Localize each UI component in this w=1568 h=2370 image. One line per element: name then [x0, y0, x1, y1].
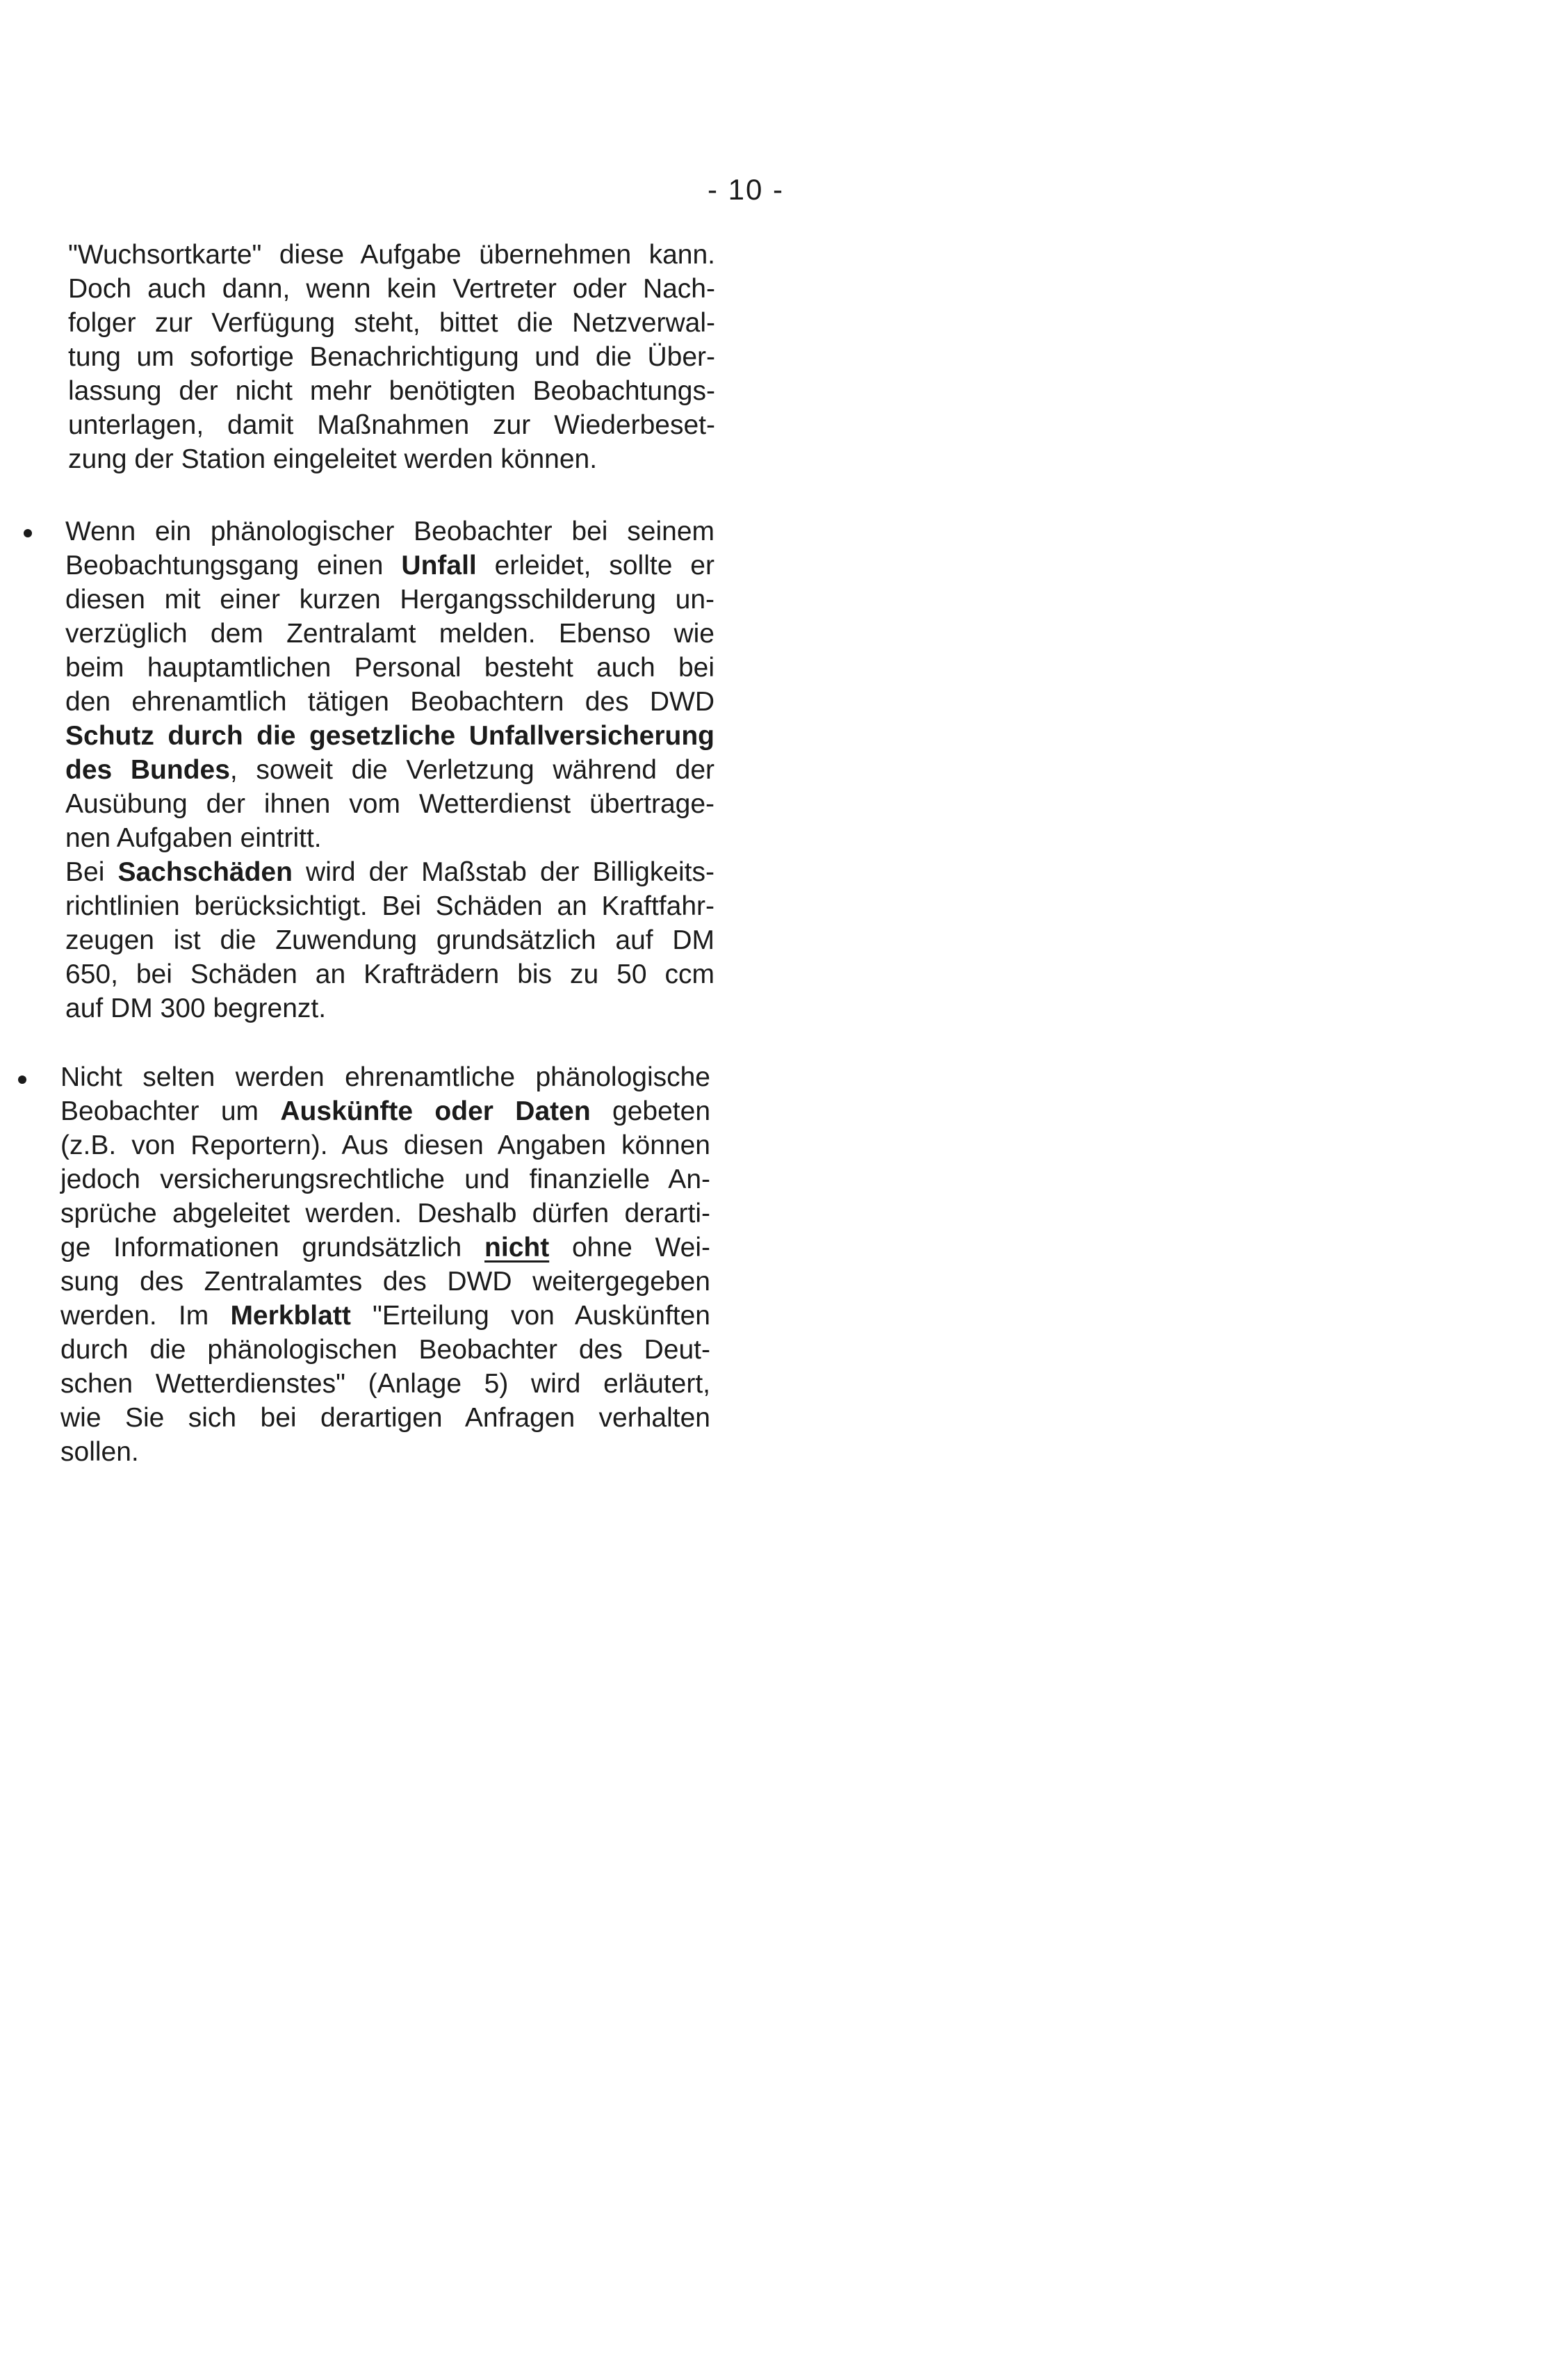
emphasis-unfallversicherung: Schutz durch die gesetzliche Unfallversicherung [65, 721, 714, 751]
bullet-dot-icon [24, 529, 32, 537]
text-line: Beobachter um Auskünfte oder Daten gebeten [60, 1096, 711, 1126]
text-line: zeugen ist die Zuwendung grundsätzlich auf DM [65, 925, 714, 955]
text-line: Beobachtungsgang einen Unfall erleidet, sollte er [65, 551, 714, 581]
emphasis-unfall: Unfall [401, 551, 477, 581]
text-line: des Bundes, soweit die Verletzung während der [65, 755, 714, 785]
text-line: "Wuchsortkarte" diese Aufgabe übernehmen kann. [68, 240, 715, 270]
text-line: beim hauptamtlichen Personal besteht auch bei [65, 653, 714, 683]
text-line: (z.B. von Reportern). Aus diesen Angaben können [60, 1130, 710, 1160]
text-line: durch die phänologischen Beobachter des Deut- [60, 1335, 710, 1365]
text-line: unterlagen, damit Maßnahmen zur Wiederbeset- [68, 410, 715, 440]
text-line: Doch auch dann, wenn kein Vertreter oder Nach- [68, 274, 715, 304]
text-line: auf DM 300 begrenzt. [65, 993, 327, 1023]
bullet-auskuenfte-paragraph [60, 1060, 710, 1469]
emphasis-merkblatt: Merkblatt [230, 1301, 351, 1331]
text-line: werden. Im Merkblatt "Erteilung von Auskünften [60, 1301, 710, 1331]
text-line: verzüglich dem Zentralamt melden. Ebenso wie [65, 619, 714, 649]
emphasis-auskuenfte-oder-daten: Auskünfte oder Daten [280, 1096, 591, 1126]
text-line: schen Wetterdienstes" (Anlage 5) wird erläutert, [60, 1369, 710, 1399]
emphasis-nicht: nicht [484, 1233, 550, 1263]
emphasis-sachschaeden: Sachschäden [117, 857, 293, 887]
text-line: sprüche abgeleitet werden. Deshalb dürfen derarti- [60, 1199, 710, 1228]
text-line: Wenn ein phänologischer Beobachter bei seinem [65, 517, 714, 546]
text-line: tung um sofortige Benachrichtigung und die Über- [68, 342, 715, 372]
text-line: sung des Zentralamtes des DWD weitergegeben [60, 1267, 710, 1297]
text-line: Nicht selten werden ehrenamtliche phänologische [60, 1062, 710, 1092]
text-line: sollen. [60, 1437, 139, 1467]
text-line: jedoch versicherungsrechtliche und finanzielle An- [60, 1164, 710, 1194]
text-line: folger zur Verfügung steht, bittet die Netzverwal- [68, 308, 715, 338]
text-line [65, 719, 714, 753]
page-number: - 10 - [708, 173, 785, 206]
intro-paragraph [68, 238, 715, 476]
text-line: zung der Station eingeleitet werden können. [68, 444, 598, 474]
emphasis-des-bundes: des Bundes [65, 755, 230, 785]
text-line: 650, bei Schäden an Krafträdern bis zu 50 ccm [65, 959, 714, 989]
text-line: den ehrenamtlich tätigen Beobachtern des DWD [65, 687, 714, 717]
text-line: richtlinien berücksichtigt. Bei Schäden an Kraftfahr- [65, 891, 714, 921]
text-line: lassung der nicht mehr benötigten Beobachtungs- [68, 376, 715, 406]
bullet-unfall-paragraph [65, 514, 714, 1025]
text-line: wie Sie sich bei derartigen Anfragen verhalten [60, 1403, 710, 1433]
text-line: Ausübung der ihnen vom Wetterdienst übertrage- [65, 789, 714, 819]
text-line: Bei Sachschäden wird der Maßstab der Billigkeits- [65, 857, 715, 887]
text-line: diesen mit einer kurzen Hergangsschilderung un- [65, 585, 714, 615]
text-line: ge Informationen grundsätzlich nicht ohne Wei- [60, 1233, 710, 1263]
text-line: nen Aufgaben eintritt. [65, 823, 322, 853]
bullet-dot-icon [18, 1076, 26, 1084]
